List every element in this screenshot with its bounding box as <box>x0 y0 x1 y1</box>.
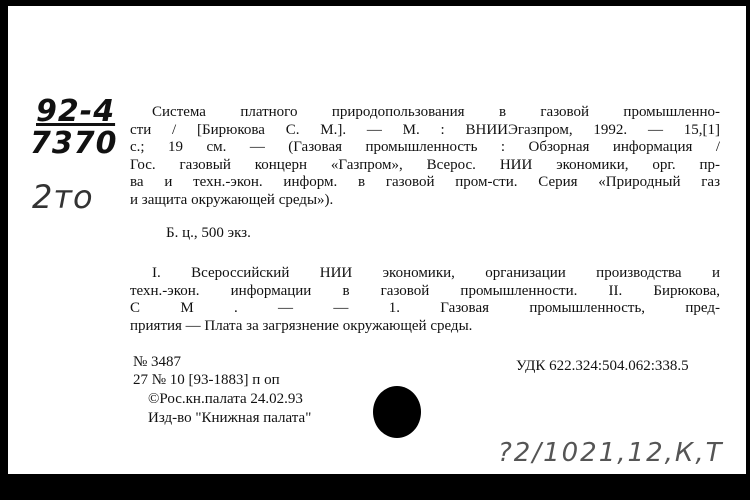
price-and-run: Б. ц., 500 экз. <box>166 225 251 241</box>
order-number: 27 № 10 [93-1883] п оп <box>133 372 280 388</box>
tracing-line: I. Всероссийский НИИ экономики, организации производства и <box>152 265 720 281</box>
description-line: сти / [Бирюкова С. М.]. — М. : ВНИИЭгазпром, 1992. — 15,[1] <box>130 121 720 138</box>
description-line: Гос. газовый концерн «Газпром», Всерос. НИИ экономики, орг. пр- <box>130 156 720 173</box>
description-line: и защита окружающей среды»). <box>130 191 334 208</box>
catalog-card <box>8 6 746 474</box>
description-line: Система платного природопользования в газовой промышленно- <box>152 104 720 120</box>
record-number: № 3487 <box>133 354 182 370</box>
handwritten-shelf-mark-top: 92-4 <box>36 94 116 129</box>
bibliographic-description <box>130 104 720 209</box>
handwritten-shelf-mark-bottom: 7370 <box>30 126 118 161</box>
udk-code: УДК 622.324:504.062:338.5 <box>516 358 689 374</box>
tracing-line: С М . — — 1. Газовая промышленность, пред- <box>130 300 720 316</box>
ink-blot <box>373 386 421 438</box>
tracing-line: техн.-экон. информации в газовой промышленности. II. Бирюкова, <box>130 282 720 299</box>
description-line: ва и техн.-экон. информ. в газовой пром-сти. Серия «Природный газ <box>130 174 720 190</box>
tracing-line: приятия — Плата за загрязнение окружающей среды. <box>130 317 473 334</box>
description-line: с.; 19 см. — (Газовая промышленность : Обзорная информация / <box>130 139 720 155</box>
handwritten-note-bottom: ?2/1021,12,К,Т <box>498 438 724 468</box>
handwritten-inventory-number: 2то <box>32 178 94 216</box>
copyright-line: ©Рос.кн.палата 24.02.93 <box>148 391 303 407</box>
publisher-line: Изд-во "Книжная палата" <box>148 410 312 426</box>
tracings <box>130 265 720 335</box>
